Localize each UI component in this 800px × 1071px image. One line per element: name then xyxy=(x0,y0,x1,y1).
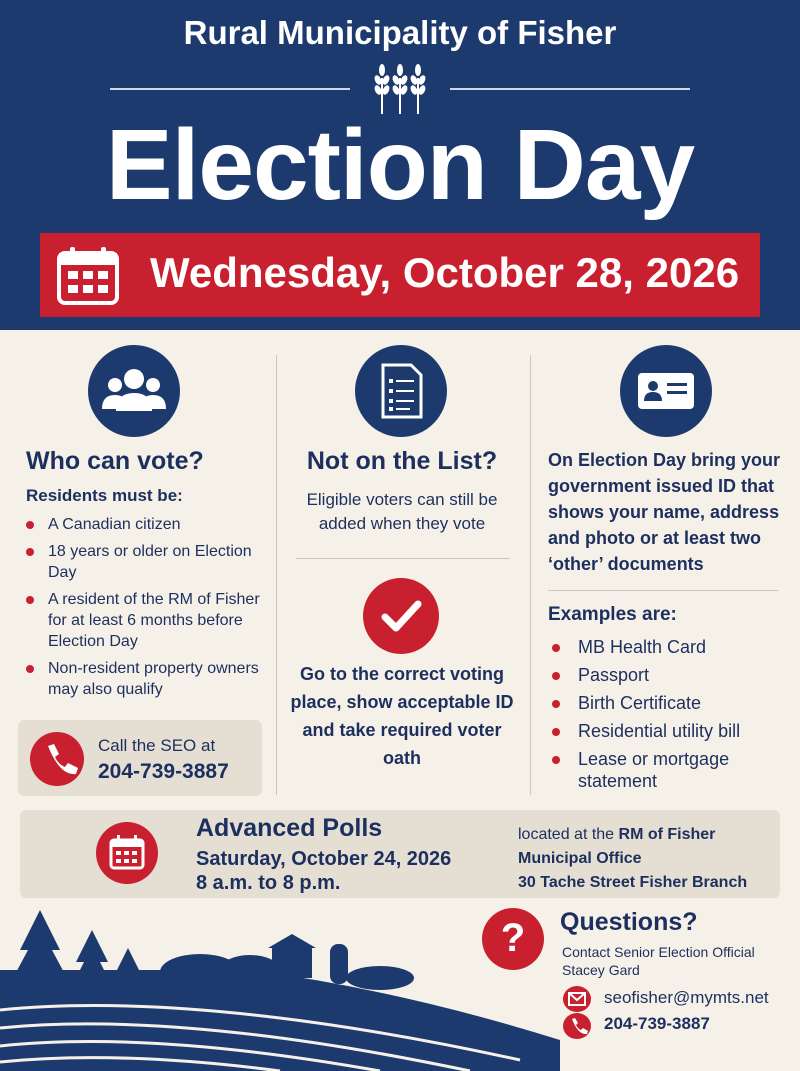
calendar-icon xyxy=(96,822,158,884)
election-date: Wednesday, October 28, 2026 xyxy=(150,249,740,296)
who-subheading: Residents must be: xyxy=(26,486,183,505)
document-icon xyxy=(355,345,447,437)
contact-line2: Stacey Gard xyxy=(562,962,640,978)
question-icon: ? xyxy=(482,908,544,970)
phone-icon xyxy=(30,732,84,786)
divider-line-right xyxy=(450,88,690,90)
location-bold: RM of Fisher xyxy=(618,826,716,843)
advanced-location-line3: 30 Tache Street Fisher Branch xyxy=(518,874,748,891)
list-item: Birth Certificate xyxy=(552,692,788,714)
list-heading: Not on the List? xyxy=(306,447,498,475)
email-icon xyxy=(563,986,591,1012)
wheat-icon xyxy=(364,64,436,114)
date-banner xyxy=(40,233,760,317)
column-divider-left xyxy=(276,355,277,795)
contact-phone[interactable]: 204-739-3887 xyxy=(604,1014,710,1033)
advanced-location-line1 xyxy=(518,826,715,844)
calendar-icon xyxy=(56,245,120,305)
list-item: Lease or mortgage statement xyxy=(552,748,788,792)
advanced-time: 8 a.m. to 8 p.m. xyxy=(196,872,341,894)
checkmark-icon xyxy=(363,578,439,654)
advanced-location-line2: Municipal Office xyxy=(518,850,642,867)
list-item: Residential utility bill xyxy=(552,720,788,742)
phone-icon xyxy=(563,1013,591,1039)
who-heading: Who can vote? xyxy=(26,447,204,475)
list-item: Passport xyxy=(552,664,788,686)
people-icon xyxy=(88,345,180,437)
landscape-illustration xyxy=(0,890,560,1071)
municipality-name: Rural Municipality of Fisher xyxy=(183,14,617,51)
id-text: On Election Day bring your government issued ID that shows your name, address and photo or at least two ‘other’ documents xyxy=(548,450,781,574)
call-label: Call the SEO at xyxy=(98,736,216,755)
list-item: A resident of the RM of Fisher for at least 6 months before Election Day xyxy=(26,589,271,652)
header-banner xyxy=(0,0,800,330)
list-item: 18 years or older on Election Day xyxy=(26,541,271,583)
column-divider-right xyxy=(530,355,531,795)
who-list xyxy=(26,514,271,706)
id-card-icon xyxy=(620,345,712,437)
divider-line xyxy=(296,558,510,559)
list-item: Non-resident property owners may also qualify xyxy=(26,658,271,700)
location-prefix: located at the xyxy=(518,826,619,843)
advanced-date: Saturday, October 24, 2026 xyxy=(196,848,452,870)
advanced-polls-box xyxy=(20,810,780,898)
list-text: Eligible voters can still be added when they vote xyxy=(306,490,498,533)
contact-line1: Contact Senior Election Official xyxy=(562,944,755,960)
page-title: Election Day xyxy=(105,109,695,221)
divider-line xyxy=(548,590,778,591)
list-steps: Go to the correct voting place, show acceptable ID and take required voter oath xyxy=(290,664,514,768)
list-item: A Canadian citizen xyxy=(26,514,271,535)
examples-heading: Examples are: xyxy=(548,604,677,625)
contact-email[interactable]: seofisher@mymts.net xyxy=(604,988,769,1007)
divider-line-left xyxy=(110,88,350,90)
call-phone: 204-739-3887 xyxy=(98,760,229,783)
advanced-heading: Advanced Polls xyxy=(196,814,383,842)
call-seo-box xyxy=(18,720,262,796)
examples-list xyxy=(552,636,788,798)
list-item: MB Health Card xyxy=(552,636,788,658)
questions-heading: Questions? xyxy=(560,908,698,936)
